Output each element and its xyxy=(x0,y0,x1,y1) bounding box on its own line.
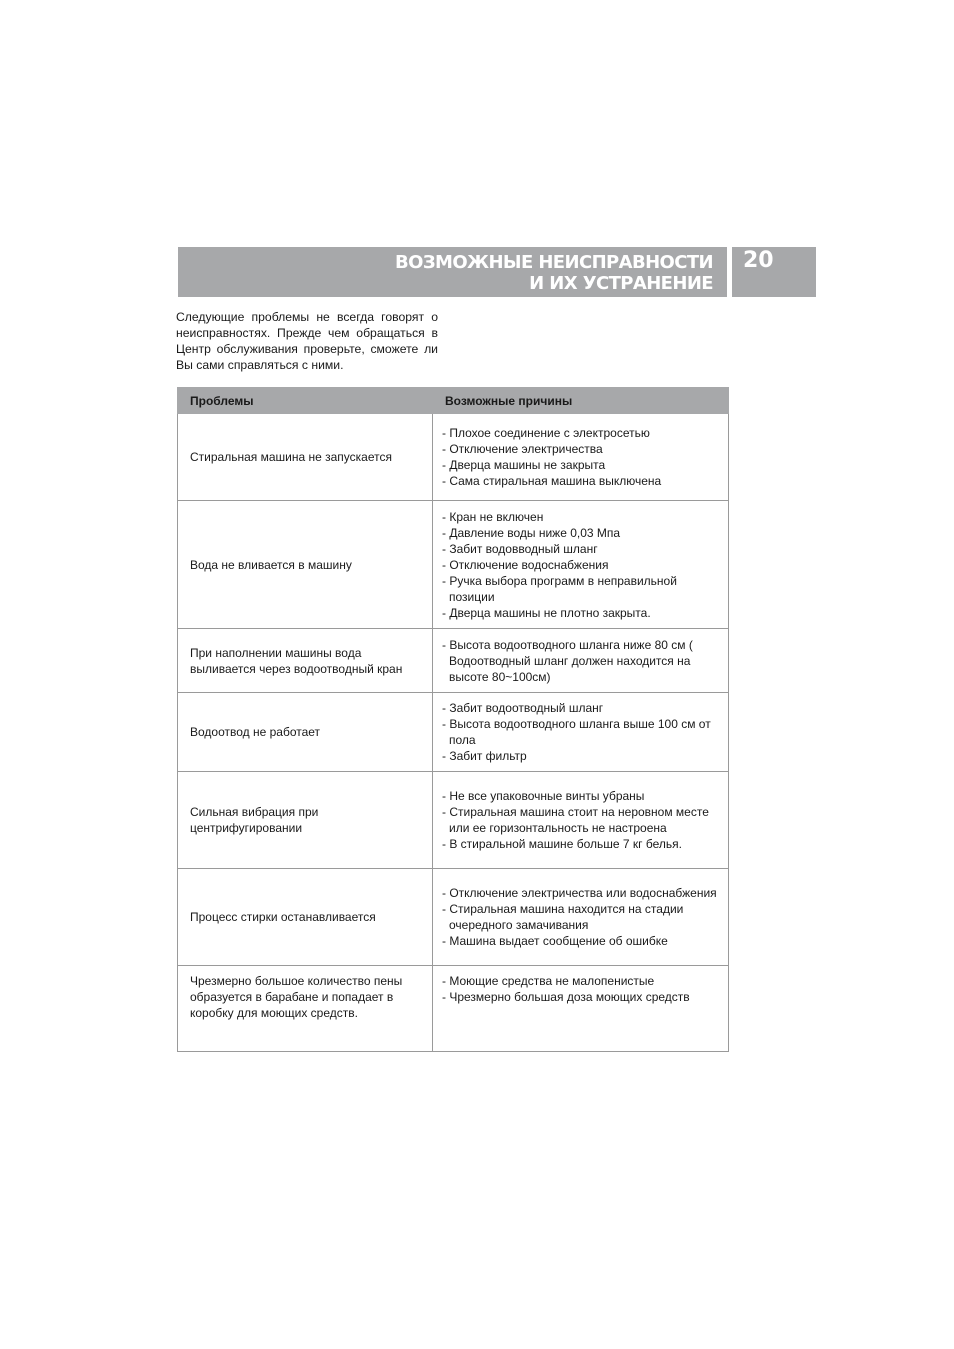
table-row xyxy=(178,629,729,693)
problem-cell: Процесс стирки останавливается xyxy=(178,869,433,966)
causes-cell xyxy=(433,869,729,966)
cause-item: - Высота водоотводного шланга выше 100 см от пола xyxy=(442,717,711,747)
causes-cell xyxy=(433,772,729,869)
page-number-box xyxy=(732,247,816,297)
cause-item: - Плохое соединение с электросетью xyxy=(442,426,650,440)
column-header-causes: Возможные причины xyxy=(433,388,729,414)
cause-item: - В стиральной машине больше 7 кг белья. xyxy=(442,837,682,851)
cause-item: - Забит водовводный шланг xyxy=(442,541,598,556)
causes-cell xyxy=(433,414,729,501)
cause-item: - Кран не включен xyxy=(442,509,544,524)
cause-item: - Дверца машины не закрыта xyxy=(442,458,606,472)
causes-cell xyxy=(433,501,729,629)
problem-cell: Стиральная машина не запускается xyxy=(178,414,433,501)
table-row xyxy=(178,693,729,772)
problem-cell: Сильная вибрация при центрифугировании xyxy=(178,772,433,869)
table-row xyxy=(178,414,729,501)
cause-item: - Моющие средства не малопенистые xyxy=(442,974,655,988)
problem-cell: Вода не вливается в машину xyxy=(178,501,433,629)
cause-item: - Давление воды ниже 0,03 Мпа xyxy=(442,525,621,540)
problem-cell: Водоотвод не работает xyxy=(178,693,433,772)
cause-item: - Забит фильтр xyxy=(442,749,527,763)
causes-cell xyxy=(433,966,729,1052)
cause-item: - Ручка выбора программ в неправильной позиции xyxy=(442,573,677,604)
cause-item: - Стиральная машина стоит на неровном месте или ее горизонтальность не настроена xyxy=(442,805,709,835)
cause-item: - Машина выдает сообщение об ошибке xyxy=(442,934,668,948)
table-row xyxy=(178,501,729,629)
cause-item: - Дверца машины не плотно закрыта. xyxy=(442,605,651,620)
cause-item: - Сама стиральная машина выключена xyxy=(442,474,662,488)
cause-item: - Отключение электричества или водоснабжения xyxy=(442,886,717,900)
table-row xyxy=(178,772,729,869)
cause-item: - Не все упаковочные винты убраны xyxy=(442,789,645,803)
table-row xyxy=(178,869,729,966)
cause-item: - Стиральная машина находится на стадии очередного замачивания xyxy=(442,902,684,932)
intro-paragraph: Следующие проблемы не всегда говорят о неисправностях. Прежде чем обращаться в Центр обслуживания проверьте, сможете ли Вы сами справляться с ними. xyxy=(176,310,438,372)
section-title xyxy=(395,252,713,294)
table-row xyxy=(178,966,729,1052)
cause-item: - Отключение водоснабжения xyxy=(442,557,609,572)
page-number: 20 xyxy=(743,248,774,273)
troubleshooting-table xyxy=(177,387,729,1052)
problem-cell: При наполнении машины вода выливается через водоотводный кран xyxy=(178,629,433,693)
cause-item: - Забит водоотводный шланг xyxy=(442,701,604,715)
causes-cell xyxy=(433,693,729,772)
cause-item: - Чрезмерно большая доза моющих средств xyxy=(442,990,690,1004)
section-title-line1: ВОЗМОЖНЫЕ НЕИСПРАВНОСТИ xyxy=(395,252,713,273)
section-header xyxy=(178,247,727,297)
cause-item: - Отключение электричества xyxy=(442,442,603,456)
cause-item: - Высота водоотводного шланга ниже 80 см ( Водоотводный шланг должен находится на высоте 80~100см) xyxy=(442,637,693,684)
problem-cell: Чрезмерно большое количество пены образуется в барабане и попадает в коробку для моющих средств. xyxy=(178,966,433,1052)
causes-cell xyxy=(433,629,729,693)
section-title-line2: И ИХ УСТРАНЕНИЕ xyxy=(529,273,713,294)
table-header-row xyxy=(178,388,729,414)
column-header-problems: Проблемы xyxy=(178,388,433,414)
